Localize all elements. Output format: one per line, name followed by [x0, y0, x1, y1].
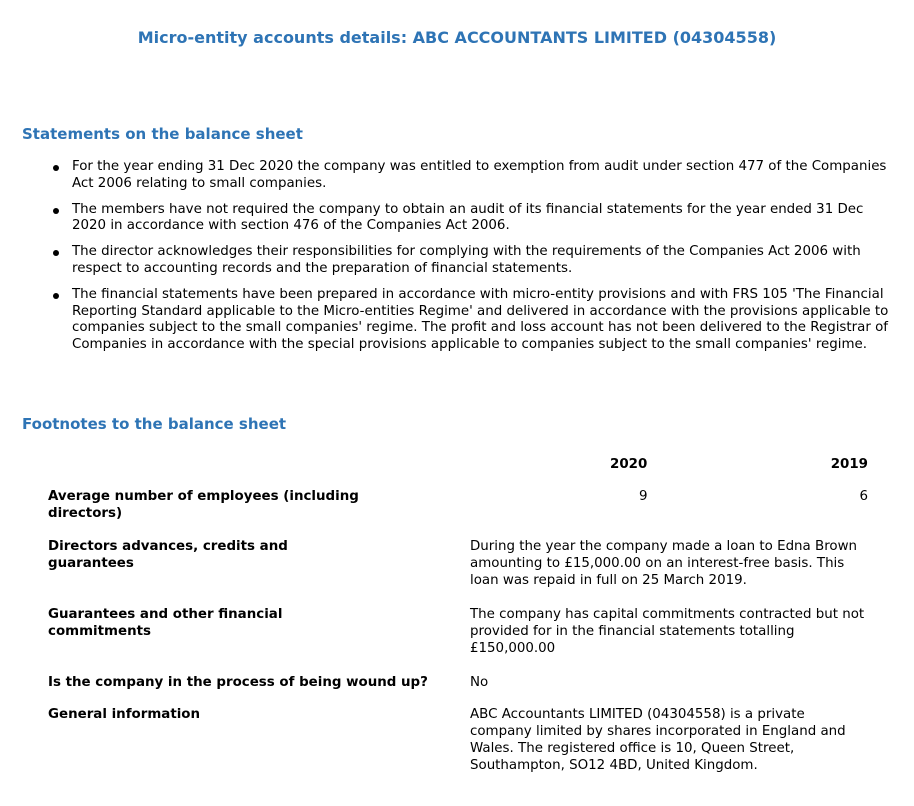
- footnote-value: During the year the company made a loan to Edna Brown amounting to £15,000.00 on an interest-free basis. This loan was repaid in full on 25 March 2019.: [470, 539, 858, 588]
- statements-heading: Statements on the balance sheet: [22, 125, 303, 143]
- statement-text: The financial statements have been prepared in accordance with micro-entity provisions and with FRS 105 'The Financial Reporting Standard applicable to the Micro-entities Regime' and delivered in accordance with the provisions applicable to companies subject to the small companies' regime. The profit and loss account has not been delivered to the Registrar of Companies in accordance with the special provisions applicable to companies subject to the small companies' regime.: [72, 286, 889, 353]
- footnote-label: Average number of employees (including directors): [48, 489, 359, 521]
- footnotes-heading: Footnotes to the balance sheet: [22, 415, 287, 433]
- statement-text: For the year ending 31 Dec 2020 the company was entitled to exemption from audit under section 477 of the Companies Act 2006 relating to small companies.: [72, 159, 887, 191]
- employees-2020-value: 9: [639, 489, 648, 504]
- statements-list: [52, 159, 892, 363]
- footnote-label: Is the company in the process of being wound up?: [48, 675, 428, 690]
- statement-item: [52, 159, 892, 193]
- employees-2019-value: 6: [859, 489, 868, 504]
- year-column-header: 2020: [610, 457, 648, 472]
- footnotes-table: [48, 456, 878, 773]
- bullet-icon: [53, 208, 59, 214]
- statement-text: The director acknowledges their responsibilities for complying with the requirements of the Companies Act 2006 with respect to accounting records and the preparation of financial statements.: [72, 244, 861, 276]
- document-title: Micro-entity accounts details: ABC ACCOUNTANTS LIMITED (04304558): [137, 28, 777, 47]
- statement-item: [52, 287, 892, 354]
- footnote-label: Directors advances, credits and guarantees: [48, 539, 288, 571]
- footnote-label: General information: [48, 707, 201, 722]
- bullet-icon: [53, 165, 59, 171]
- statement-text: The members have not required the company to obtain an audit of its financial statements for the year ended 31 Dec 2020 in accordance with section 476 of the Companies Act 2006.: [72, 201, 864, 234]
- bullet-icon: [53, 293, 59, 299]
- year-header-row: [48, 456, 878, 486]
- statement-item: [52, 244, 892, 278]
- footnote-value: The company has capital commitments contracted but not provided for in the financial statements totalling £150,000.00: [470, 607, 865, 656]
- footnote-value: No: [470, 675, 489, 690]
- statement-item: [52, 202, 892, 236]
- year-column-header: 2019: [830, 457, 868, 472]
- bullet-icon: [53, 250, 59, 256]
- footnote-value: ABC Accountants LIMITED (04304558) is a private company limited by shares incorporated in England and Wales. The registered office is 10, Queen Street, Southampton, SO12 4BD, United Kingdom.: [470, 707, 846, 773]
- footnote-label: Guarantees and other financial commitments: [48, 607, 283, 639]
